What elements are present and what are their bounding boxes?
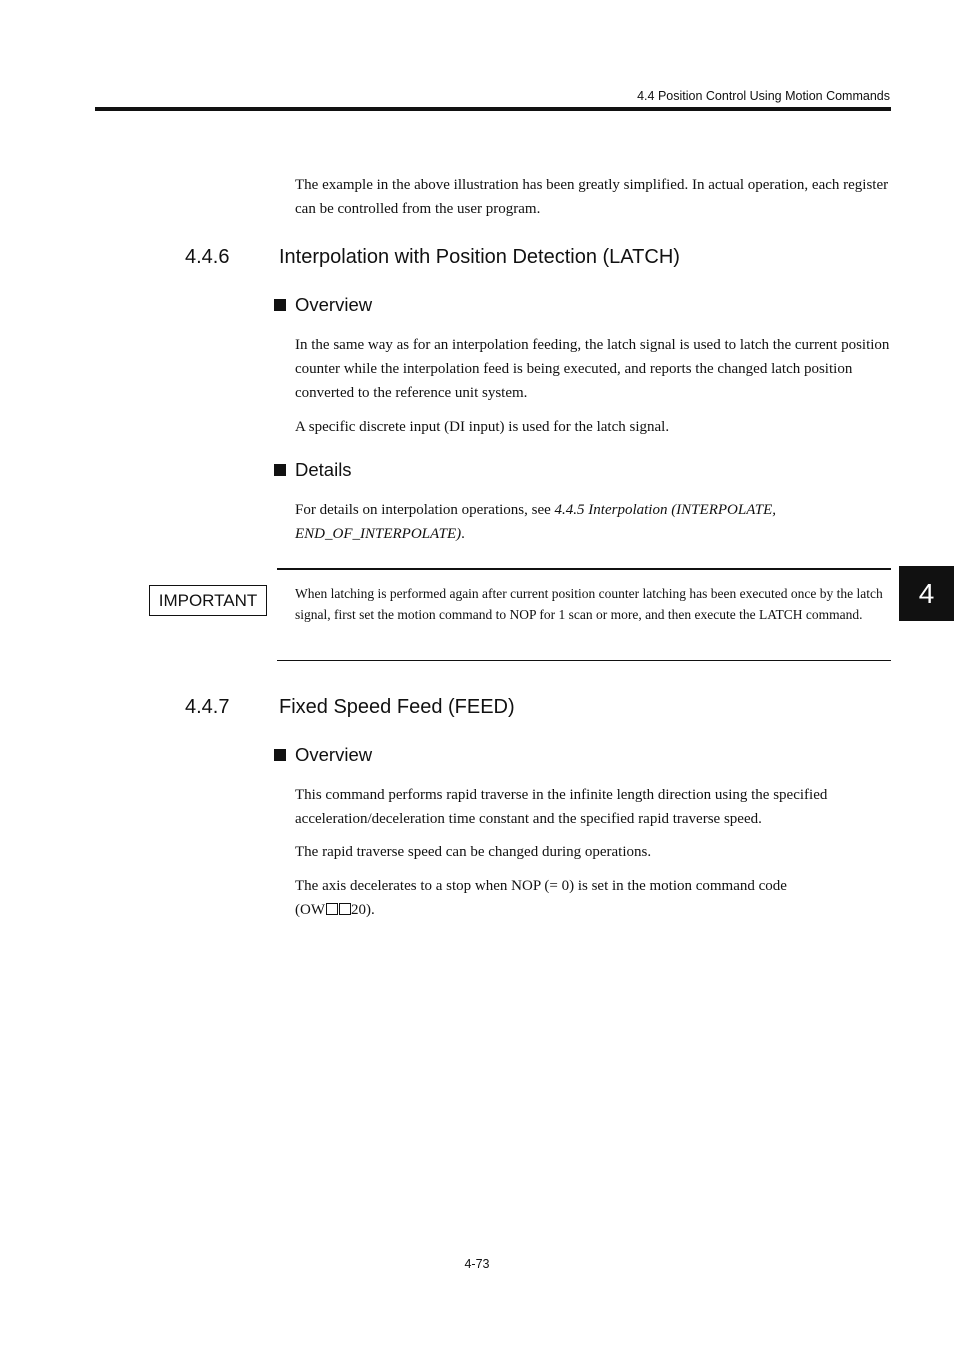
important-note-text: When latching is performed again after current position counter latching has been executed once by the latch signal, first set the motion command to NOP for 1 scan or more, and then execute the LATCH command.: [295, 586, 883, 622]
bullet-square-icon: [274, 299, 286, 311]
important-bottom-rule: [277, 660, 891, 661]
register-code-prefix: (OW: [295, 902, 325, 918]
running-header: 4.4 Position Control Using Motion Commands: [637, 89, 890, 103]
placeholder-box-icon: [339, 903, 351, 915]
feed-paragraph-3-text: The axis decelerates to a stop when NOP (= 0) is set in the motion command code: [295, 878, 787, 894]
details-prefix: For details on interpolation operations, see: [295, 502, 555, 518]
section-number-446: 4.4.6: [185, 246, 230, 268]
intro-paragraph: The example in the above illustration has been greatly simplified. In actual operation, each register can be controlled from the user program.: [295, 177, 889, 217]
details-suffix: .: [461, 526, 465, 542]
page-number: 4-73: [464, 1257, 490, 1271]
section-number-447: 4.4.7: [185, 696, 230, 718]
register-code-suffix: 20).: [351, 902, 375, 918]
details-heading-446: Details: [295, 459, 352, 480]
overview-heading-446: Overview: [295, 294, 373, 315]
important-top-rule: [277, 568, 891, 570]
details-paragraph: [295, 498, 835, 546]
overview-paragraph-2: A specific discrete input (DI input) is used for the latch signal.: [295, 419, 670, 435]
important-label-box: IMPORTANT: [149, 585, 267, 616]
section-title-446: Interpolation with Position Detection (LATCH): [279, 246, 680, 268]
header-rule: [95, 107, 891, 111]
overview-heading-447: Overview: [295, 744, 373, 765]
details-cross-reference-link[interactable]: 4.4.5 Interpolation (INTERPOLATE, END_OF_INTERPOLATE): [295, 502, 777, 542]
feed-paragraph-3: [295, 874, 895, 922]
section-title-447: Fixed Speed Feed (FEED): [279, 696, 515, 718]
bullet-square-icon: [274, 749, 286, 761]
placeholder-box-icon: [326, 903, 338, 915]
overview-paragraph-1: In the same way as for an interpolation feeding, the latch signal is used to latch the current position counter while the interpolation feed is being executed, and reports the changed latch position converted to the reference unit system.: [295, 337, 890, 401]
chapter-tab: 4: [899, 566, 954, 621]
feed-paragraph-2: The rapid traverse speed can be changed during operations.: [295, 844, 652, 860]
feed-paragraph-1: This command performs rapid traverse in the infinite length direction using the specified acceleration/deceleration time constant and the specified rapid traverse speed.: [295, 787, 828, 827]
bullet-square-icon: [274, 464, 286, 476]
